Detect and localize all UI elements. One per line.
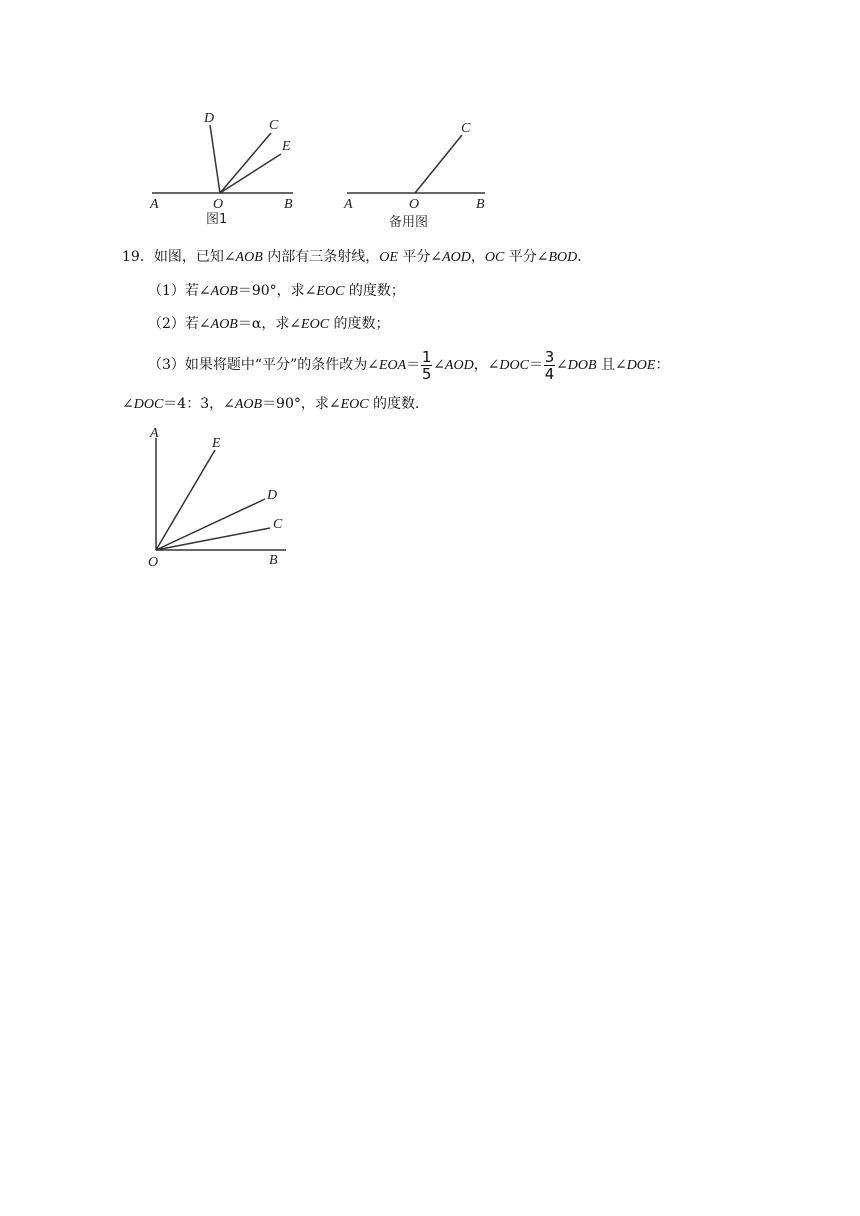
- label-b: B: [284, 197, 293, 212]
- label-a: A: [344, 197, 353, 212]
- label-b: B: [476, 197, 485, 212]
- label-d: D: [267, 488, 278, 503]
- figure-spare: [335, 105, 500, 235]
- figure-spare-caption: 备用图: [389, 215, 429, 230]
- figure-1: [140, 105, 310, 235]
- label-e: E: [282, 139, 291, 154]
- label-b: B: [269, 553, 278, 568]
- question-19-figure: [140, 420, 300, 575]
- label-a: A: [150, 426, 159, 441]
- ray-oe: [156, 450, 215, 550]
- label-e: E: [212, 436, 221, 451]
- ray-oc: [415, 135, 462, 193]
- label-o: O: [409, 197, 420, 212]
- fraction-three-quarters: $\frac{3}{4}$: [544, 347, 555, 383]
- ray-od: [210, 125, 220, 193]
- ray-oc: [220, 133, 271, 193]
- label-c: C: [269, 118, 279, 133]
- label-o: O: [148, 555, 159, 570]
- fraction-one-fifth: $\frac{1}{5}$: [421, 347, 432, 383]
- figure-1-caption: 图1: [206, 212, 228, 227]
- question-19-part-2: （2）若∠AOB＝α，求∠EOC 的度数；: [148, 316, 390, 332]
- question-19-part-3: （3）如果将题中“平分”的条件改为∠EOA＝ $\frac{1}{5}$ ∠AOD，∠DOC＝ $\frac{3}{4}$ ∠DOB 且∠DOE：: [148, 347, 670, 383]
- ray-oc: [156, 528, 270, 550]
- label-a: A: [150, 197, 159, 212]
- label-c: C: [461, 121, 471, 136]
- ray-od: [156, 499, 265, 550]
- ray-oe: [220, 154, 281, 193]
- question-19-part-3-continued: ∠DOC＝4：3，∠AOB＝90°，求∠EOC 的度数．: [122, 396, 430, 412]
- question-19-part-1: （1）若∠AOB＝90°，求∠EOC 的度数；: [148, 283, 405, 299]
- label-c: C: [273, 517, 283, 532]
- question-19-stem: 19．如图，已知∠AOB 内部有三条射线，OE 平分∠AOD，OC 平分∠BOD．: [122, 249, 592, 265]
- label-o: O: [213, 197, 224, 212]
- label-d: D: [204, 111, 215, 126]
